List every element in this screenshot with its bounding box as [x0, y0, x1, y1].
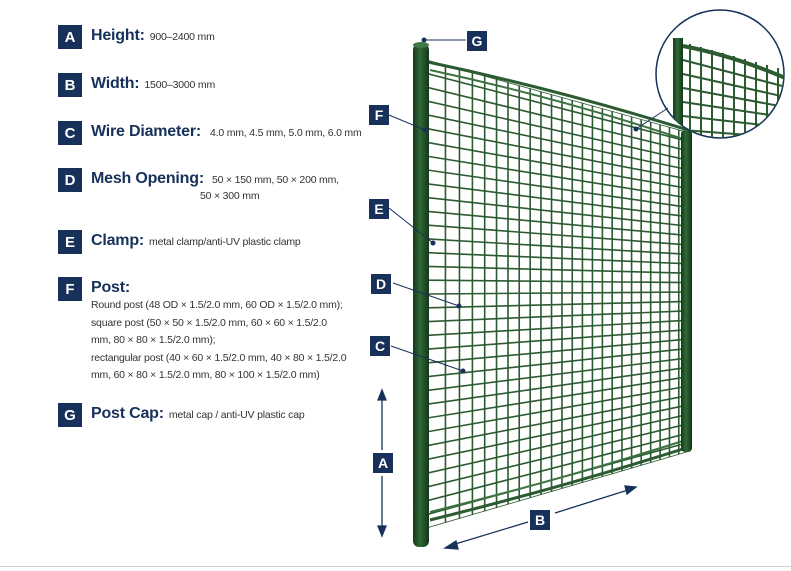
post-line: mm, 80 × 80 × 1.5/2.0 mm); [91, 334, 216, 346]
post-line: rectangular post (40 × 60 × 1.5/2.0 mm, 40 × 80 × 1.5/2.0 [91, 351, 347, 364]
callout-d: D [371, 274, 391, 294]
spec-name: Wire Diameter: [91, 123, 201, 140]
spec-name: Width: [91, 75, 140, 92]
post-line: Round post (48 OD × 1.5/2.0 mm, 60 OD × 1.5/2.0 mm); [91, 299, 343, 311]
zoom-leader-dot [634, 127, 639, 132]
callout-g: G [467, 31, 487, 51]
wire-mesh [428, 60, 688, 528]
spec-badge-f: F [58, 277, 82, 301]
spec-value: 1500–3000 mm [144, 79, 215, 91]
spec-badge-c: C [58, 121, 82, 145]
spec-badge-d: D [58, 168, 82, 192]
spec-name: Clamp: [91, 232, 145, 249]
right-post [681, 130, 692, 452]
callout-e: E [369, 199, 389, 219]
spec-badge-a: A [58, 25, 82, 49]
spec-name: Mesh Opening: [91, 170, 204, 187]
spec-name: Post: [91, 279, 131, 296]
spec-value: metal clamp/anti-UV plastic clamp [149, 236, 301, 248]
left-post [413, 44, 429, 547]
callout-b: B [530, 510, 550, 530]
spec-name: Post Cap: [91, 405, 164, 422]
top-roll-edge-2 [430, 70, 686, 140]
spec-badge-e: E [58, 230, 82, 254]
spec-badge-b: B [58, 73, 82, 97]
spec-value: 4.0 mm, 4.5 mm, 5.0 mm, 6.0 mm [209, 127, 362, 139]
post-line: square post (50 × 50 × 1.5/2.0 mm, 60 × 60 × 1.5/2.0 [91, 316, 327, 329]
spec-value: metal cap / anti-UV plastic cap [168, 409, 305, 421]
spec-value-line2: 50 × 300 mm [200, 190, 260, 202]
spec-value: 50 × 150 mm, 50 × 200 mm, [211, 174, 339, 186]
post-line: mm, 60 × 80 × 1.5/2.0 mm, 80 × 100 × 1.5/2.0 mm) [91, 369, 320, 381]
bottom-roll-edge [430, 448, 686, 520]
spec-name: Height: [91, 27, 145, 44]
bottom-divider [0, 566, 791, 567]
spec-value: 900–2400 mm [149, 31, 215, 43]
spec-badge-g: G [58, 403, 82, 427]
post-cap [413, 42, 429, 48]
callout-a: A [373, 453, 393, 473]
callout-f: F [369, 105, 389, 125]
callout-c: C [370, 336, 390, 356]
